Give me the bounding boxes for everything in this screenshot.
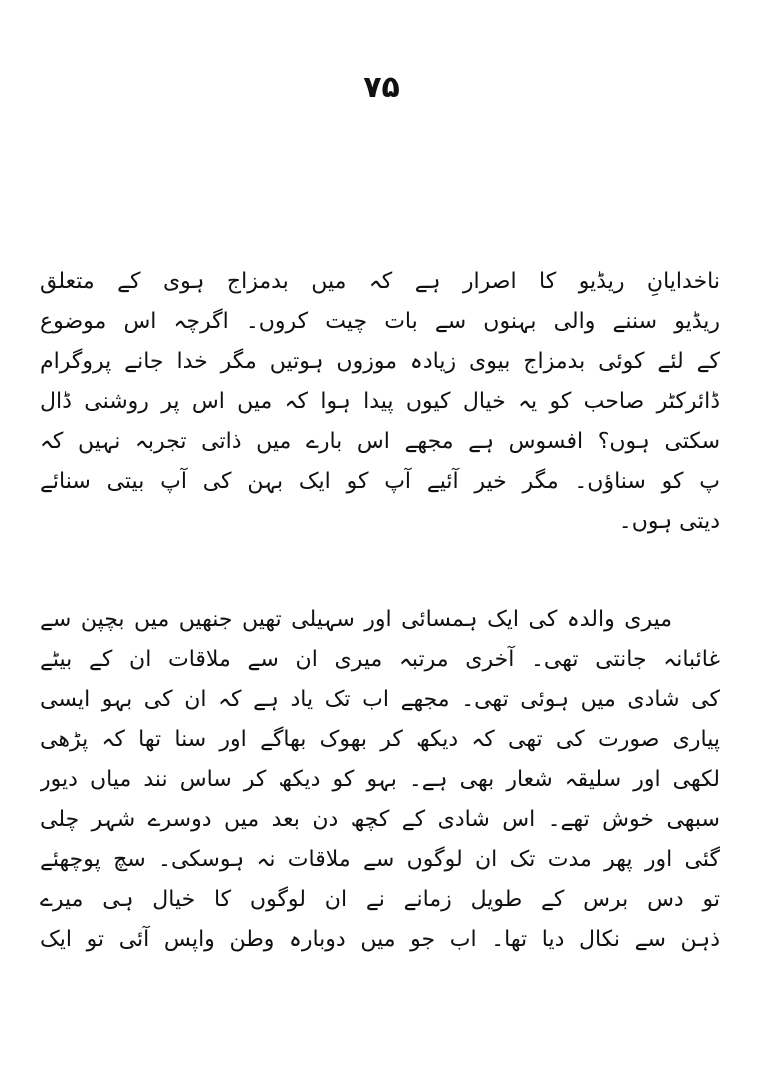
text-line: ریڈیو سننے والی بہنوں سے بات چیت کروں۔ اگرچہ اس موضوع bbox=[40, 309, 720, 334]
text-line: سبھی خوش تھے۔ اس شادی کے کچھ دن بعد میں دوسرے شہر چلی bbox=[40, 807, 720, 832]
text-line: کی شادی میں ہوئی تھی۔ مجھے اب تک یاد ہے کہ ان کی بہو ایسی bbox=[40, 687, 720, 712]
paragraph-2 bbox=[40, 600, 720, 960]
text-line: تو دس برس کے طویل زمانے نے ان لوگوں کا خیال ہی میرے bbox=[40, 887, 720, 912]
text-line: لکھی اور سلیقہ شعار بھی ہے۔ بہو کو دیکھ کر ساس نند میاں دیور bbox=[40, 767, 720, 792]
text-line: ذہن سے نکال دیا تھا۔ اب جو میں دوبارہ وطن واپس آئی تو ایک bbox=[40, 927, 720, 952]
text-line: میری والدہ کی ایک ہمسائی اور سہیلی تھیں جنھیں میں بچپن سے bbox=[40, 607, 672, 632]
text-line: گئی اور پھر مدت تک ان لوگوں سے ملاقات نہ ہوسکی۔ سچ پوچھئے bbox=[40, 847, 720, 872]
text-line: سکتی ہوں؟ افسوس ہے مجھے اس بارے میں ذاتی تجربہ نہیں کہ bbox=[40, 429, 720, 454]
paragraph-1 bbox=[40, 262, 720, 542]
text-line: کے لئے کوئی بدمزاج بیوی زیادہ موزوں ہوتیں مگر خدا جانے پروگرام bbox=[40, 349, 720, 374]
text-line: پیاری صورت کی تھی کہ دیکھ کر بھوک بھاگے اور سنا تھا کہ پڑھی bbox=[40, 727, 720, 752]
text-line: دیتی ہوں۔ bbox=[618, 509, 720, 534]
page-number: ۷۵ bbox=[363, 70, 400, 105]
text-line: پ کو سناؤں۔ مگر خیر آئیے آپ کو ایک بہن کی آپ بیتی سنائے bbox=[40, 469, 720, 494]
text-line: غائبانہ جانتی تھی۔ آخری مرتبہ میری ان سے ملاقات ان کے بیٹے bbox=[40, 647, 720, 672]
text-line: ڈائرکٹر صاحب کو یہ خیال کیوں پیدا ہوا کہ میں اس پر روشنی ڈال bbox=[40, 389, 720, 414]
text-line: ناخدایانِ ریڈیو کا اصرار ہے کہ میں بدمزاج ہوی کے متعلق bbox=[40, 269, 720, 294]
